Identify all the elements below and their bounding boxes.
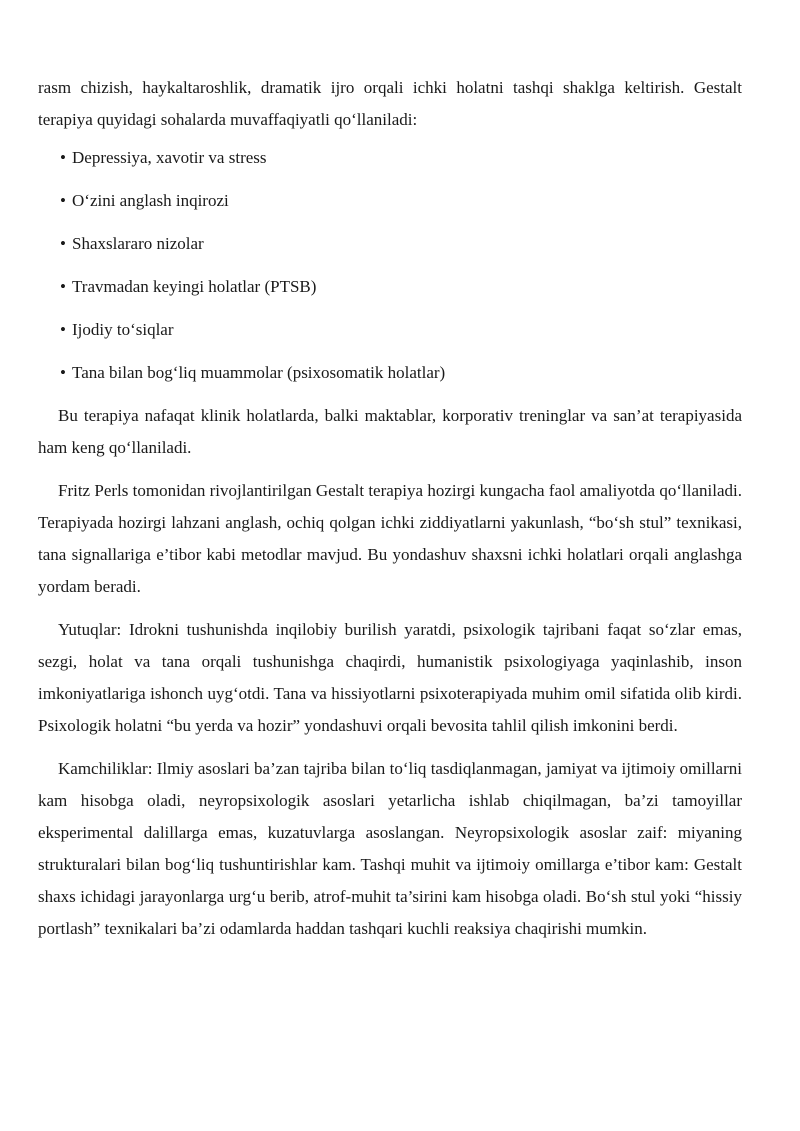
list-item-text: O‘zini anglash inqirozi [72,191,229,210]
application-paragraph: Bu terapiya nafaqat klinik holatlarda, balki maktablar, korporativ treninglar va san’at terapiyasida ham keng qo‘llaniladi. [38,406,742,457]
bullet-icon: • [60,234,66,253]
list-item-text: Tana bilan bog‘liq muammolar (psixosomatik holatlar) [72,363,446,382]
applications-list [38,142,742,400]
list-item-text: Depressiya, xavotir va stress [72,148,267,167]
achievements-paragraph: Yutuqlar: Idrokni tushunishda inqilobiy burilish yaratdi, psixologik tajribani faqat so‘zlar emas, sezgi, holat va tana orqali tushunishga chaqirdi, humanistik psixologiyaga yaqinlashib, inson imkoniyatlariga ishonch uyg‘otdi. Tana va hissiyotlarni psixoterapiyada muhim omil sifatida olib kirdi. Psixologik holatni “bu yerda va hozir” yondashuvi orqali bevosita tahlil qilish imkonini berdi. [38,620,742,735]
bullet-icon: • [60,363,66,382]
list-item-text: Ijodiy to‘siqlar [72,320,174,339]
bullet-icon: • [60,191,66,210]
intro-paragraph: rasm chizish, haykaltaroshlik, dramatik ijro orqali ichki holatni tashqi shaklga keltirish. Gestalt terapiya quyidagi sohalarda muvaffaqiyatli qo‘llaniladi: [38,78,742,129]
list-item [38,271,742,314]
list-item [38,185,742,228]
bullet-icon: • [60,148,66,167]
list-item [38,228,742,271]
shortcomings-paragraph: Kamchiliklar: Ilmiy asoslari ba’zan tajriba bilan to‘liq tasdiqlanmagan, jamiyat va ijtimoiy omillarni kam hisobga oladi, neyropsixologik asoslari yetarlicha ishlab chiqilmagan, ba’zi tamoyillar eksperimental dalillarga emas, kuzatuvlarga asoslangan. Neyropsixologik asoslar zaif: miyaning strukturalari bilan bog‘liq tushuntirishlar kam. Tashqi muhit va ijtimoiy omillarga e’tibor kam: Gestalt shaxs ichidagi jarayonlarga urg‘u berib, atrof-muhit ta’sirini kam hisobga oladi. Bo‘sh stul yoki “hissiy portlash” texnikalari ba’zi odamlarda haddan tashqari kuchli reaksiya chaqirishi mumkin. [38,759,742,938]
list-item [38,142,742,185]
bullet-icon: • [60,320,66,339]
list-item [38,314,742,357]
list-item-text: Travmadan keyingi holatlar (PTSB) [72,277,317,296]
list-item [38,357,742,400]
bullet-icon: • [60,277,66,296]
perls-paragraph: Fritz Perls tomonidan rivojlantirilgan Gestalt terapiya hozirgi kungacha faol amaliyotda qo‘llaniladi. Terapiyada hozirgi lahzani anglash, ochiq qolgan ichki ziddiyatlarni yakunlash, “bo‘sh stul” texnikasi, tana signallariga e’tibor kabi metodlar mavjud. Bu yondashuv shaxsni ichki holatlari orqali anglashga yordam beradi. [38,481,742,596]
list-item-text: Shaxslararo nizolar [72,234,204,253]
document-page [38,72,742,945]
